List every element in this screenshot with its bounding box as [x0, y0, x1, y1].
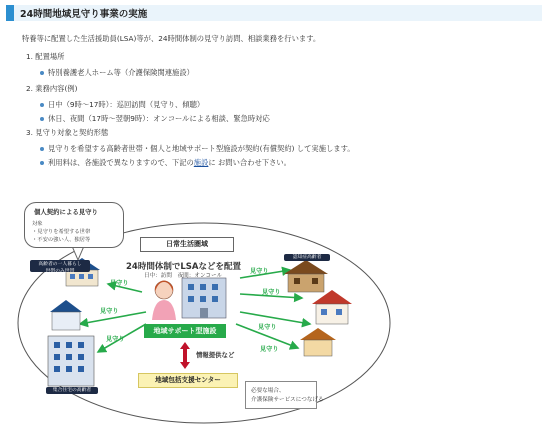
- section-3-item: 見守りを希望する高齢者世帯・個人と地域サポート型施設が契約(有償契約) して実施します。: [48, 144, 355, 153]
- mimamori-label-5: 見守り: [262, 289, 281, 296]
- area-title: 日常生活圏域: [140, 237, 234, 252]
- section-2-title: 2. 業務内容(例): [26, 84, 78, 93]
- individual-contract-callout: [24, 202, 124, 248]
- fee-note-prefix: 利用料は、各施設で異なりますので、下記の: [48, 158, 194, 167]
- house-right-2: [300, 328, 336, 356]
- house-right-1: [312, 290, 352, 324]
- house-dementia: [284, 260, 328, 292]
- note-line-2: 介護保険サービスにつなげる: [251, 397, 324, 403]
- house-lower-left: [50, 300, 82, 330]
- label-alone-line-2: 世帯のみ世帯: [45, 269, 75, 274]
- section-1-title: 1. 配置場所: [26, 52, 65, 61]
- heading-title: 24時間地域見守り事業の実施: [20, 9, 148, 20]
- fee-note: [48, 158, 291, 168]
- section-2-item-1: 日中（9時〜17時）：巡回訪問（見守り、傾聴）: [48, 100, 205, 109]
- mimamori-label-3: 見守り: [106, 336, 125, 343]
- info-label: 情報提供など: [196, 351, 235, 359]
- intro-text: 特養等に配置した生活援助員(LSA)等が、24時間体制の見守り訪問、相談業務を行います。: [22, 34, 321, 43]
- mimamori-label-2: 見守り: [100, 308, 119, 315]
- mimamori-label-7: 見守り: [260, 346, 279, 353]
- service-diagram: [14, 174, 397, 430]
- support-center: 地域包括支援センター: [138, 373, 238, 388]
- callout-title: 個人契約による見守り: [34, 208, 98, 216]
- center-subtitle: 日中：訪問 夜間：オンコール: [144, 273, 223, 279]
- facility-link[interactable]: 施設: [193, 158, 209, 167]
- section-heading: [6, 5, 542, 21]
- apartment-building: [48, 336, 94, 386]
- callout-line-3: ・不安の強い人、独居等: [32, 237, 91, 243]
- callout-line-1: 対象: [32, 221, 43, 227]
- label-housing: 集合住宅の高齢者: [46, 387, 98, 394]
- care-note-box: [245, 381, 324, 409]
- mimamori-label-6: 見守り: [258, 324, 277, 331]
- section-2-item-2: 休日、夜間（17時〜翌朝9時）：オンコールによる相談、緊急時対応: [48, 114, 270, 123]
- callout-line-2: ・見守りを希望する世帯: [32, 229, 91, 235]
- mimamori-label-4: 見守り: [250, 268, 269, 275]
- note-line-1: 必要な場合、: [251, 388, 285, 394]
- heading-marker: [6, 5, 14, 21]
- info-double-arrow: [180, 342, 190, 369]
- community-support-facility: 地域サポート型施設: [144, 324, 226, 338]
- label-alone-line-1: 高齢者の一人暮らし: [38, 262, 82, 267]
- section-3-title: 3. 見守り対象と契約形態: [26, 128, 109, 137]
- center-title: 24時間体制でLSAなどを配置: [126, 262, 241, 272]
- facility-building: [182, 278, 226, 318]
- section-1-item: 特別養護老人ホーム等（介護保険関連施設）: [48, 68, 194, 77]
- mimamori-label-1: 見守り: [110, 280, 129, 287]
- fee-note-suffix: に お問い合わせ下さい。: [208, 158, 291, 167]
- label-alone-elderly: [30, 260, 90, 272]
- caregiver-figure: [152, 281, 176, 321]
- label-dementia: 認知症高齢者: [284, 254, 330, 261]
